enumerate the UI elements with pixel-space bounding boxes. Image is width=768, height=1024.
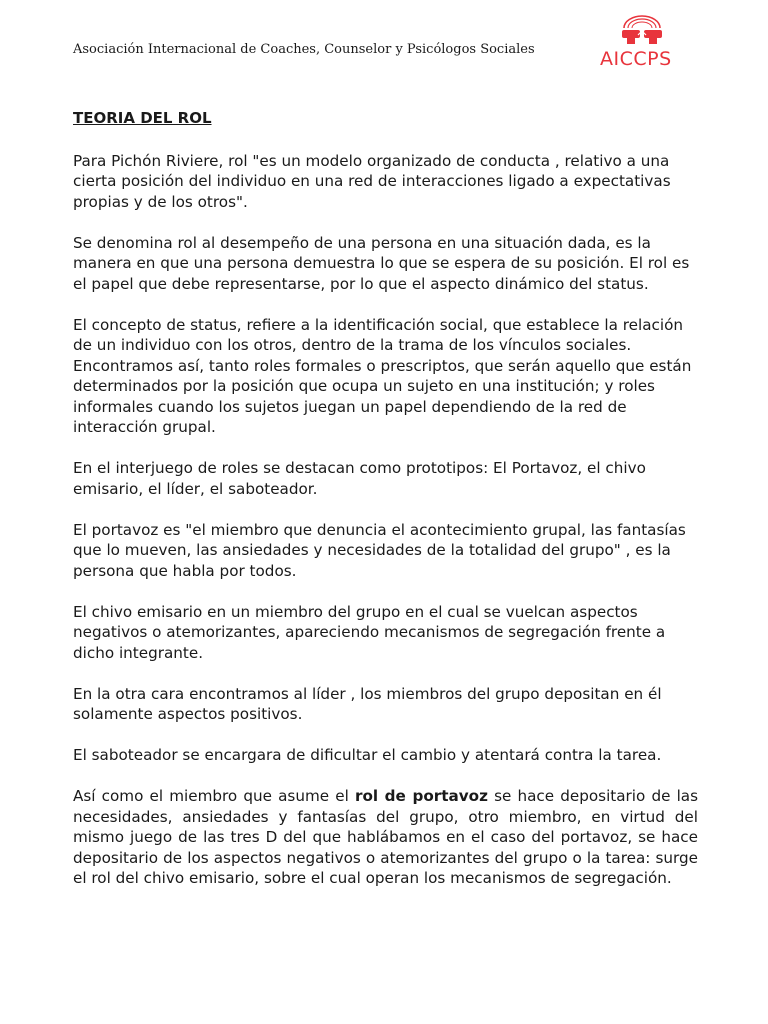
organization-name: Asociación Internacional de Coaches, Counselor y Psicólogos Sociales <box>73 42 535 57</box>
paragraph: El portavoz es "el miembro que denuncia el acontecimiento grupal, las fantasías que lo mueven, las ansiedades y necesidades de la totalidad del grupo" , es la persona que habla por todos. <box>73 520 686 580</box>
paragraph: Para Pichón Riviere, rol "es un modelo organizado de conducta , relativo a una cierta posición del individuo en una red de interacciones ligado a expectativas propias y de los otros". <box>73 151 671 211</box>
final-paragraph-start: Así como el miembro que asume el <box>73 787 355 805</box>
aiccps-logo <box>598 14 688 74</box>
final-paragraph <box>73 786 698 889</box>
document-title: TEORIA DEL ROL <box>73 109 212 127</box>
paragraph: El concepto de status, refiere a la identificación social, que establece la relación de un individuo con los otros, dentro de la trama de los vínculos sociales. Encontramos así, tanto roles formales o prescriptos, que serán aquello que están determinados por la posición que ocupa un sujeto en una institución; y roles informales cuando los sujetos juegan un papel dependiendo de la red de interacción grupal. <box>73 315 692 436</box>
logo-emblem-icon <box>614 14 670 48</box>
logo-text: AICCPS <box>600 48 672 70</box>
paragraph: El saboteador se encargara de dificultar el cambio y atentará contra la tarea. <box>73 746 662 764</box>
final-paragraph-end: se hace depositario de las necesidades, ansiedades y fantasías del grupo, otro miembro, en virtud del mismo juego de las tres D del que hablábamos en el caso del portavoz, se hace depositario de los aspectos negativos o atemorizantes del grupo o la tarea: surge el rol del chivo emisario, sobre el cual operan los mecanismos de segregación. <box>73 787 699 887</box>
paragraph: Se denomina rol al desempeño de una persona en una situación dada, es la manera en que una persona demuestra lo que se espera de su posición. El rol es el papel que debe representarse, por lo que el aspecto dinámico del status. <box>73 233 690 293</box>
paragraph: El chivo emisario en un miembro del grupo en el cual se vuelcan aspectos negativos o atemorizantes, apareciendo mecanismos de segregación frente a dicho integrante. <box>73 602 666 662</box>
paragraph: En el interjuego de roles se destacan como prototipos: El Portavoz, el chivo emisario, el líder, el saboteador. <box>73 459 646 498</box>
bold-term-portavoz: rol de portavoz <box>354 787 488 805</box>
paragraph: En la otra cara encontramos al líder , los miembros del grupo depositan en él solamente aspectos positivos. <box>73 684 662 723</box>
document-body <box>73 108 698 909</box>
